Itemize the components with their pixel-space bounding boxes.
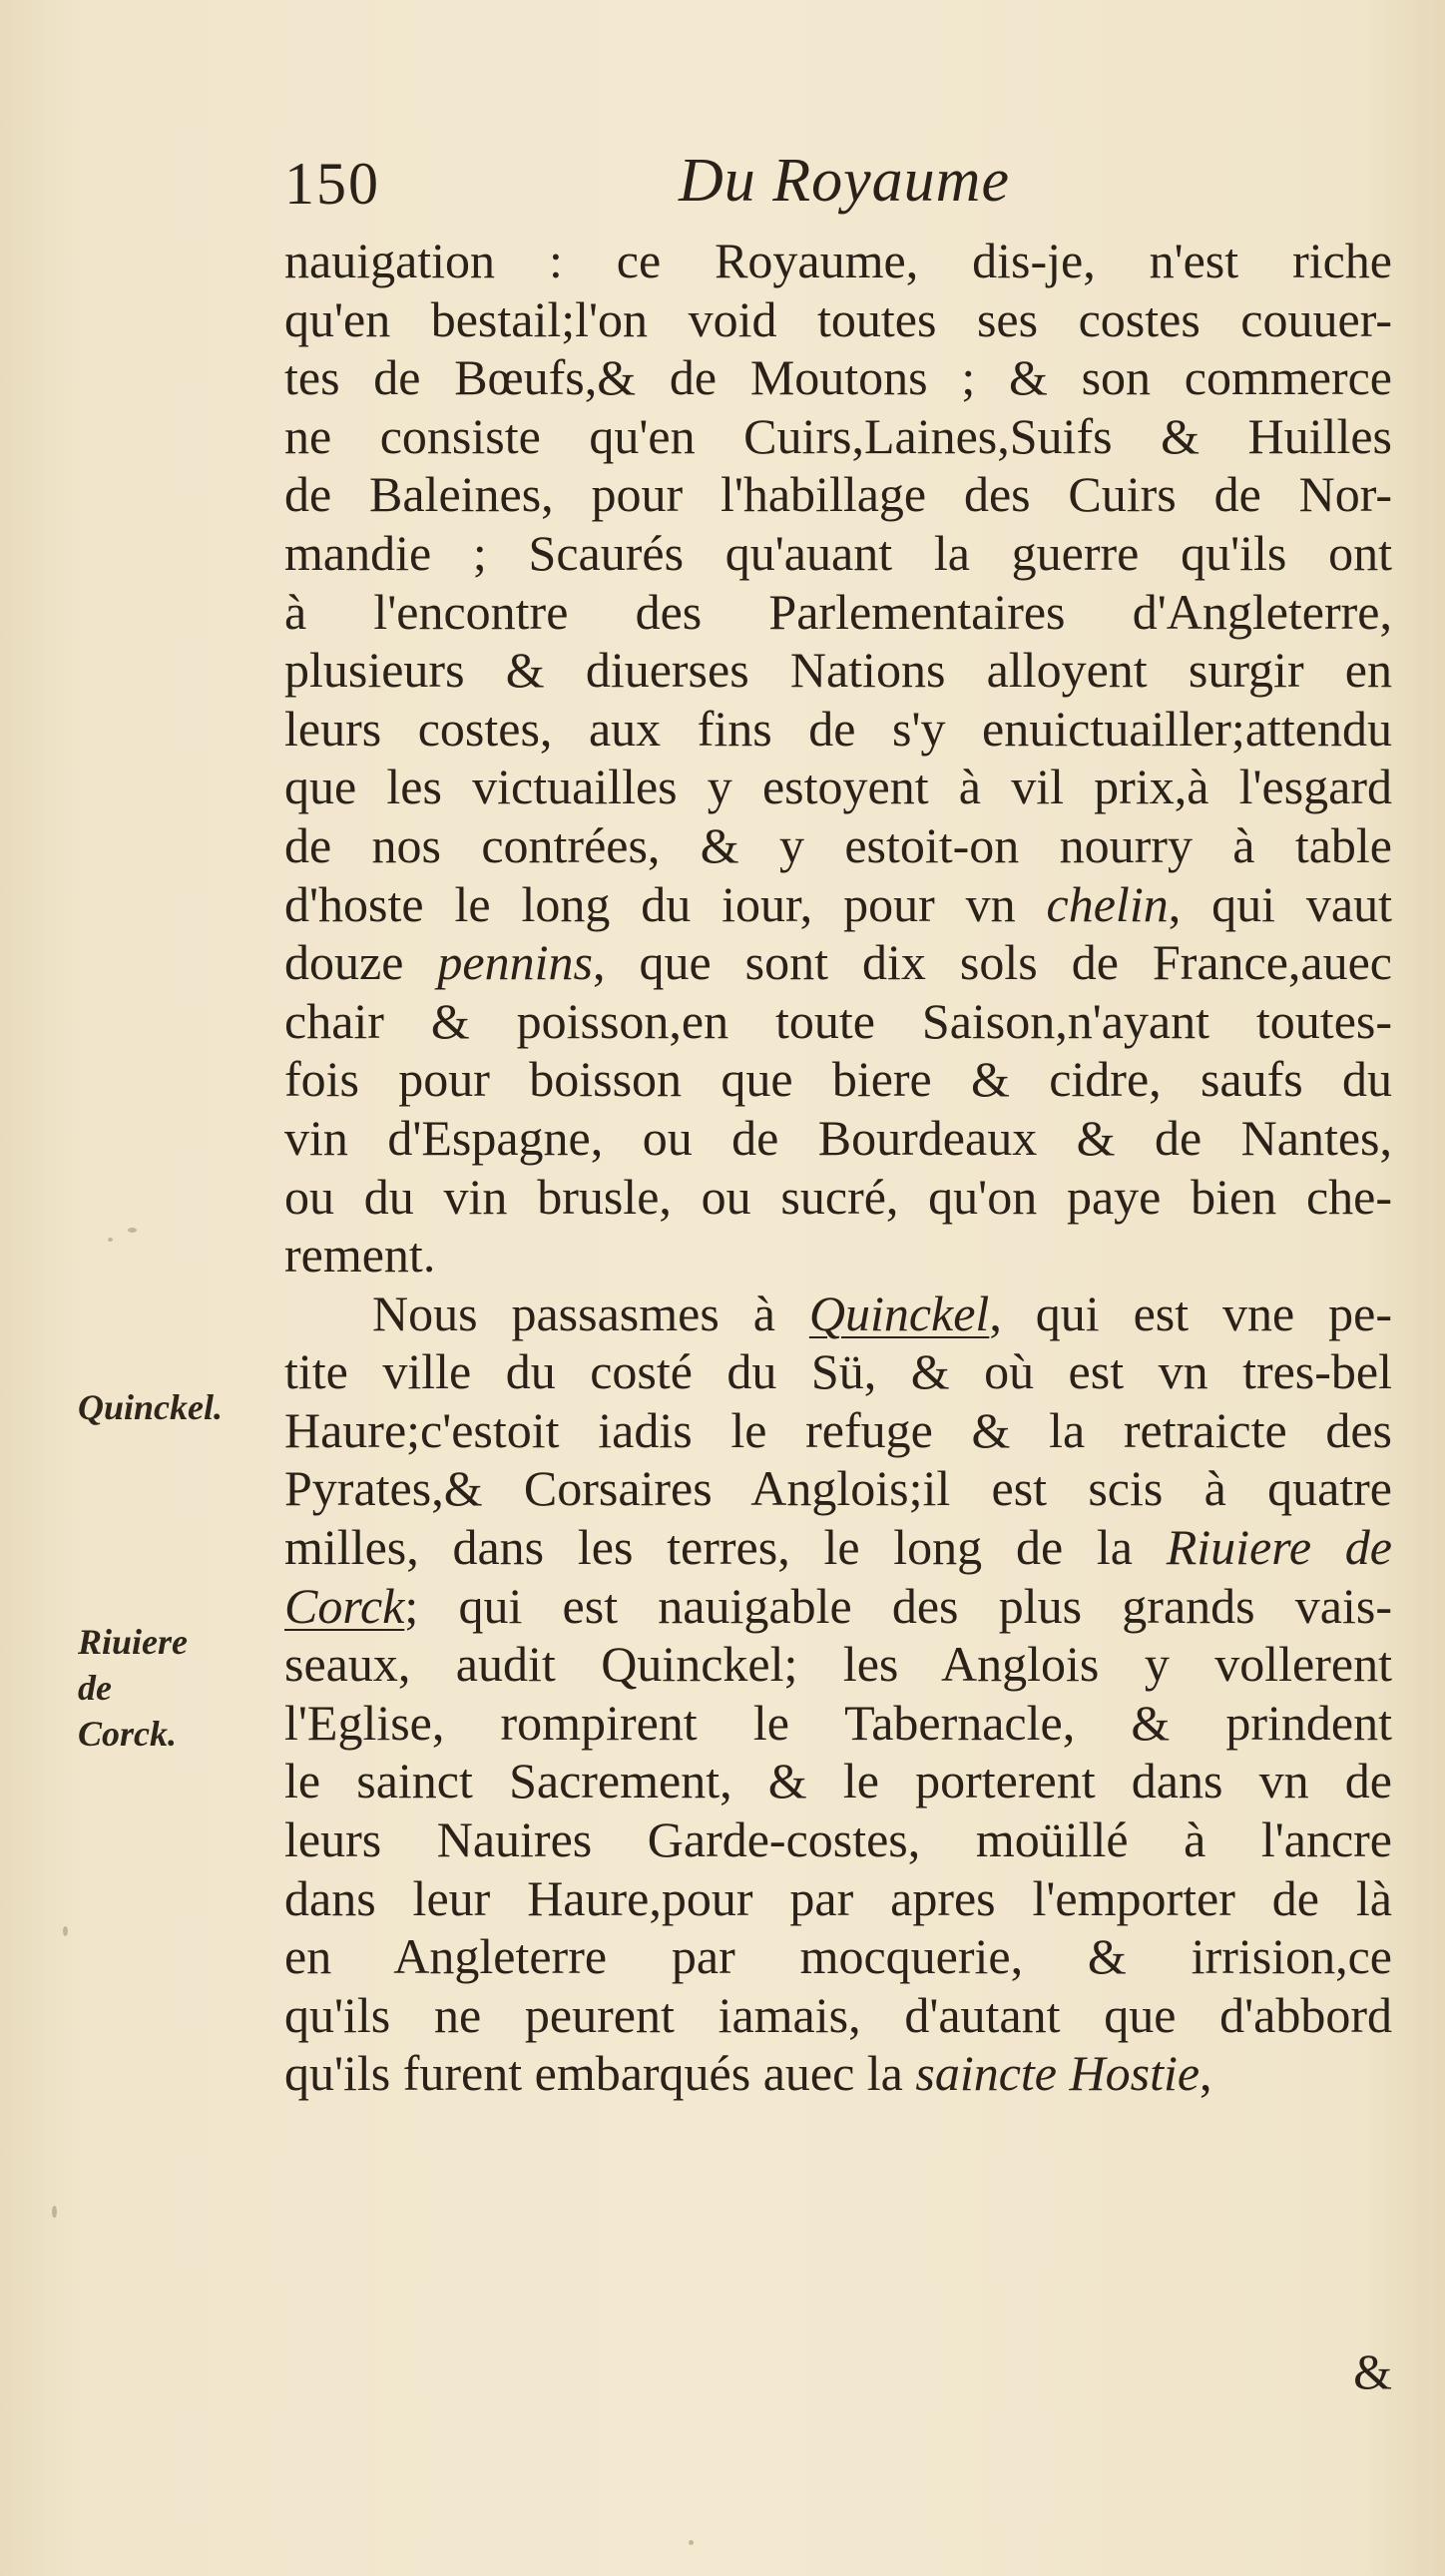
text-line (284, 1401, 1392, 1460)
body-text (284, 232, 1392, 2103)
text-segment: , qui vaut (1168, 875, 1392, 932)
text-segment: Nous passasmes à (372, 1285, 809, 1341)
text-segment: seaux, audit Quinckel; les Anglois y vollerent (284, 1636, 1392, 1693)
italic-term: Riuiere de (1166, 1519, 1392, 1576)
text-line (284, 1050, 1392, 1109)
text-segment: que les victuailles y estoyent à vil prix,à l'esgard (284, 759, 1392, 815)
italic-term: saincte Hostie (915, 2045, 1201, 2102)
text-line (284, 641, 1392, 700)
text-segment: rement. (284, 1227, 436, 1284)
marginal-note-riuiere (78, 1619, 208, 1757)
text-segment: qu'ils furent embarqués auec la (284, 2045, 916, 2102)
catchword: & (1353, 2343, 1392, 2399)
text-segment: leurs costes, aux fins de s'y enuictuailler;attendu (284, 700, 1392, 757)
marginal-note-quinckel: Quinckel. (78, 1387, 224, 1427)
text-segment: tes de Bœufs,& de Moutons ; & son commerce (284, 349, 1392, 406)
text-segment: de nos contrées, & y estoit-on nourry à table (284, 816, 1392, 873)
text-segment: milles, dans les terres, le long de la (284, 1519, 1167, 1576)
text-segment: mandie ; Scaurés qu'auant la guerre qu'ils ont (284, 524, 1392, 581)
text-line (284, 1694, 1392, 1753)
text-line (284, 816, 1392, 875)
text-segment: nauigation : ce Royaume, dis-je, n'est riche (284, 233, 1392, 288)
text-line (284, 1752, 1392, 1810)
text-segment: , que sont dix sols de France,auec (592, 934, 1392, 991)
text-segment: vin d'Espagne, ou de Bourdeaux & de Nantes, (284, 1109, 1392, 1166)
text-segment: fois pour boisson que biere & cidre, saufs du (284, 1051, 1392, 1108)
text-segment: Haure;c'estoit iadis le refuge & la retraicte des (284, 1401, 1392, 1458)
marginal-note-riuiere-text: Riuiere de Corck. (78, 1622, 189, 1754)
text-segment: leurs Nauires Garde-costes, moüillé à l'ancre (284, 1811, 1392, 1868)
text-line (284, 1927, 1392, 1986)
text-line (284, 2044, 1392, 2103)
text-line (284, 348, 1392, 407)
text-segment: , (1200, 2045, 1212, 2102)
text-segment: de Baleines, pour l'habillage des Cuirs de Nor- (284, 466, 1392, 523)
text-line (284, 232, 1392, 290)
text-segment: , qui est vne pe- (989, 1285, 1393, 1341)
italic-term: chelin (1046, 875, 1169, 932)
text-line (284, 1285, 1392, 1343)
text-line (284, 583, 1392, 642)
page-number: 150 (284, 151, 380, 217)
text-line (284, 1459, 1392, 1518)
text-line (284, 933, 1392, 992)
text-line (284, 1518, 1392, 1577)
text-segment: ne consiste qu'en Cuirs,Laines,Suifs & Huilles (284, 407, 1392, 464)
italic-term: Quinckel (808, 1285, 990, 1341)
text-line (284, 465, 1392, 524)
text-line (284, 524, 1392, 583)
text-segment: à l'encontre des Parlementaires d'Angleterre, (284, 583, 1392, 640)
text-segment: qu'ils ne peurent iamais, d'autant que d'abbord (284, 1986, 1392, 2043)
paper-speck (108, 1238, 113, 1242)
text-segment: chair & poisson,en toute Saison,n'ayant toutes- (284, 992, 1392, 1049)
running-head: Du Royaume (679, 147, 1010, 215)
text-line (284, 1342, 1392, 1401)
text-segment: Pyrates,& Corsaires Anglois;il est scis à quatre (284, 1460, 1392, 1517)
italic-term: Corck (284, 1577, 405, 1634)
text-segment: tite ville du costé du Sü, & où est vn tres-bel (284, 1343, 1392, 1400)
text-segment: l'Eglise, rompirent le Tabernacle, & prindent (284, 1694, 1392, 1751)
text-line (284, 1109, 1392, 1168)
text-segment: en Angleterre par mocquerie, & irrision,ce (284, 1928, 1392, 1985)
text-segment: d'hoste le long du iour, pour vn (284, 875, 1047, 932)
text-segment: plusieurs & diuerses Nations alloyent surgir en (284, 642, 1392, 699)
paper-speck (128, 1228, 137, 1233)
text-line (284, 1635, 1392, 1694)
text-line (284, 992, 1392, 1051)
text-line (284, 1577, 1392, 1636)
text-segment: le sainct Sacrement, & le porterent dans vn de (284, 1753, 1392, 1809)
text-line (284, 758, 1392, 816)
page-header (284, 147, 1402, 230)
text-segment: qu'en bestail;l'on void toutes ses costes couuer- (284, 290, 1392, 347)
text-line (284, 290, 1392, 349)
italic-term: pennins (437, 934, 593, 991)
text-line (284, 700, 1392, 759)
text-line (284, 1226, 1392, 1285)
text-segment: ; qui est nauigable des plus grands vais- (404, 1577, 1392, 1634)
text-segment: douze (284, 934, 438, 991)
text-line (284, 1869, 1392, 1928)
text-line (284, 1810, 1392, 1869)
paper-speck (689, 2540, 694, 2545)
text-line (284, 1986, 1392, 2045)
text-line (284, 1168, 1392, 1227)
text-line (284, 875, 1392, 934)
paper-speck (63, 1926, 68, 1936)
paper-speck (52, 2206, 57, 2218)
text-segment: ou du vin brusle, ou sucré, qu'on paye bien che- (284, 1168, 1392, 1225)
text-segment: dans leur Haure,pour par apres l'emporter de là (284, 1869, 1392, 1926)
text-line (284, 407, 1392, 466)
